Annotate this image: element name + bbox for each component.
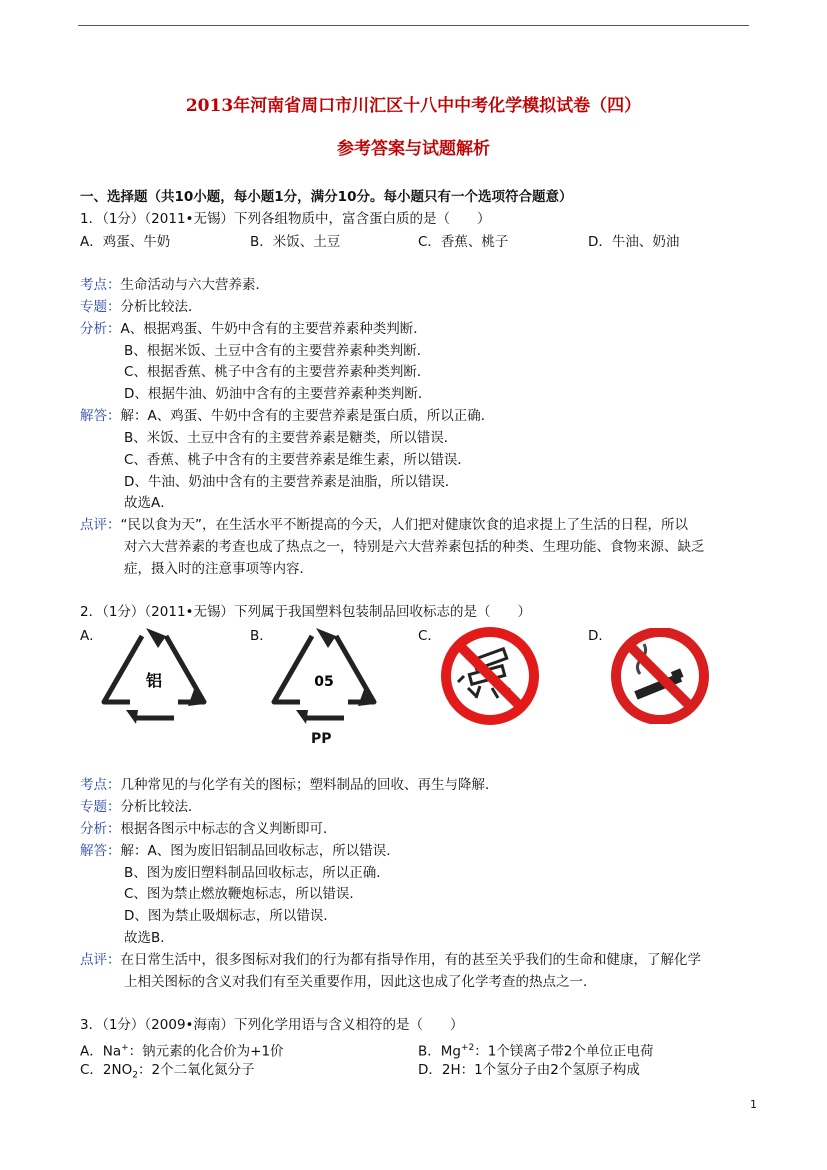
q2-option-a-letter: A．: [80, 628, 103, 644]
q1-fenxi-label: 分析：: [80, 321, 121, 337]
q1-option-c: C．香蕉、桃子: [418, 234, 509, 250]
q2-zhuanti-text: 分析比较法．: [120, 799, 202, 815]
q2-stem: 2．（1分）（2011•无锡）下列属于我国塑料包装制品回收标志的是（ ）: [80, 604, 531, 620]
q3-b-pre: B．Mg: [418, 1043, 461, 1060]
q1-jieda-label: 解答：: [80, 408, 121, 424]
q2-dianping: [80, 951, 701, 969]
q2-dianping-label: 点评：: [80, 952, 121, 968]
q1-fenxi-line: C、根据香蕉、桃子中含有的主要营养素种类判断．: [124, 364, 431, 380]
q1-option-d: D．牛油、奶油: [588, 234, 680, 250]
q2-jieda: [80, 842, 400, 860]
q2-kaodian-label: 考点：: [80, 777, 121, 793]
recycle-pp-icon: [266, 624, 382, 726]
q3-option-c: [80, 1061, 255, 1085]
icon-b-label: 05: [314, 674, 334, 690]
q2-jieda-line: C、图为禁止燃放鞭炮标志，所以错误．: [124, 886, 363, 902]
section-heading: 一、选择题（共10小题，每小题1分，满分10分。每小题只有一个选项符合题意）: [80, 189, 573, 205]
q2-kaodian: [80, 776, 499, 794]
q2-fenxi: [80, 820, 337, 838]
q2-fenxi-text: 根据各图示中标志的含义判断即可．: [120, 821, 337, 837]
page-subtitle: 参考答案与试题解析: [337, 139, 490, 159]
q2-option-b-letter: B．: [250, 628, 273, 644]
q3-a-post: ：钠元素的化合价为+1价: [128, 1043, 284, 1060]
recycle-aluminium-icon: [96, 624, 212, 726]
q2-option-c-letter: C．: [418, 628, 441, 644]
q1-kaodian: [80, 276, 269, 294]
q3-b-post: ：1个镁离子带2个单位正电荷: [474, 1043, 654, 1060]
q3-b-sup: +2: [460, 1043, 475, 1053]
q2-jieda-line: B、图为废旧塑料制品回收标志，所以正确．: [124, 865, 390, 881]
q1-fenxi-line: B、根据米饭、土豆中含有的主要营养素种类判断．: [124, 343, 431, 359]
q3-c-pre: C．2NO: [80, 1062, 133, 1078]
q2-jieda-line: D、图为禁止吸烟标志，所以错误．: [124, 908, 337, 924]
q1-option-a: A．鸡蛋、牛奶: [80, 234, 171, 250]
q3-a-pre: A．Na: [80, 1043, 122, 1060]
q1-jieda-line: C、香蕉、桃子中含有的主要营养素是维生素，所以错误．: [124, 452, 471, 468]
no-firecrackers-icon: [440, 626, 540, 726]
q2-kaodian-text: 几种常见的与化学有关的图标；塑料制品的回收、再生与降解．: [120, 777, 499, 793]
q1-jieda-line: 故选A．: [124, 495, 174, 511]
page-number: 1: [750, 1098, 757, 1111]
q1-fenxi-line: D、根据牛油、奶油中含有的主要营养素种类判断．: [124, 386, 432, 402]
q1-kaodian-text: 生命活动与六大营养素．: [120, 277, 269, 293]
q3-stem: 3．（1分）（2009•海南）下列化学用语与含义相符的是（ ）: [80, 1017, 464, 1033]
q2-option-d-letter: D．: [588, 628, 612, 644]
no-smoking-icon: [610, 628, 710, 724]
q3-a-sup: +: [121, 1043, 129, 1053]
q1-jieda-line: D、牛油、奶油中含有的主要营养素是油脂，所以错误．: [124, 474, 459, 490]
q1-dianping-line: 症，摄入时的注意事项等内容．: [124, 561, 313, 577]
q1-jieda-line: B、米饭、土豆中含有的主要营养素是糖类，所以错误．: [124, 430, 458, 446]
q3-option-d: D．2H：1个氢分子由2个氢原子构成: [418, 1062, 640, 1078]
q1-kaodian-label: 考点：: [80, 277, 121, 293]
q2-jieda-line: 解：A、图为废旧铝制品回收标志，所以错误．: [120, 843, 400, 859]
header-rule: [78, 25, 749, 26]
q2-dianping-line: 在日常生活中，很多图标对我们的行为都有指导作用，有的甚至关乎我们的生命和健康，了解化学: [120, 952, 701, 968]
q2-dianping-line: 上相关图标的含义对我们有至关重要作用，因此这也成了化学考查的热点之一．: [124, 974, 597, 990]
icon-a-label: 铝: [145, 671, 163, 690]
q1-dianping-label: 点评：: [80, 517, 121, 533]
q3-c-post: ：2个二氧化氮分子: [137, 1062, 255, 1078]
q2-zhuanti-label: 专题：: [80, 799, 121, 815]
q1-option-b: B．米饭、土豆: [250, 234, 341, 250]
q2-jieda-label: 解答：: [80, 843, 121, 859]
q2-zhuanti: [80, 798, 202, 816]
q1-dianping-line: “民以食为天”，在生活水平不断提高的今天，人们把对健康饮食的追求提上了生活的日程，所以: [120, 517, 688, 533]
q1-zhuanti-label: 专题：: [80, 299, 121, 315]
page-title: 2013年河南省周口市川汇区十八中中考化学模拟试卷（四）: [185, 96, 642, 116]
q1-jieda-line: 解：A、鸡蛋、牛奶中含有的主要营养素是蛋白质，所以正确．: [120, 408, 495, 424]
q3-c-sub: 2: [132, 1070, 138, 1081]
q3-option-a: [80, 1039, 284, 1061]
q2-fenxi-label: 分析：: [80, 821, 121, 837]
q1-fenxi-line: A、根据鸡蛋、牛奶中含有的主要营养素种类判断．: [120, 321, 427, 337]
q2-jieda-line: 故选B．: [124, 930, 174, 946]
q1-dianping-line: 对六大营养素的考查也成了热点之一，特别是六大营养素包括的种类、生理功能、食物来源、缺乏: [124, 539, 705, 555]
q1-dianping: [80, 516, 688, 534]
q1-zhuanti-text: 分析比较法．: [120, 299, 202, 315]
q1-fenxi: [80, 320, 427, 338]
icon-b-caption: PP: [311, 731, 332, 747]
q3-option-b: [418, 1039, 653, 1061]
q1-jieda: [80, 407, 494, 425]
q1-zhuanti: [80, 298, 202, 316]
q1-stem: 1．（1分）（2011•无锡）下列各组物质中，富含蛋白质的是（ ）: [80, 211, 491, 227]
